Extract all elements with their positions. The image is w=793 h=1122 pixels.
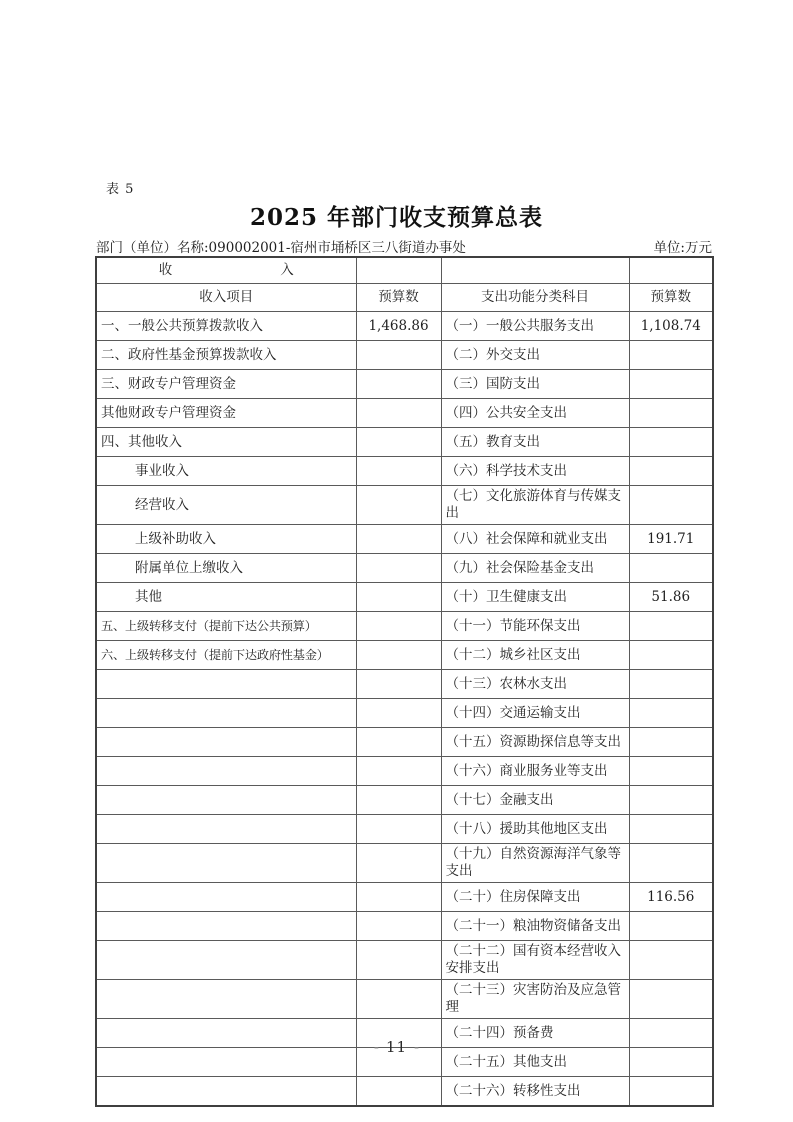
table-row [96,641,713,670]
table-body [96,312,713,1107]
expense-budget-cell [629,428,713,457]
group-header-income-cell: 收 入 [96,257,356,284]
expense-budget-cell [629,786,713,815]
expense-budget-cell [629,1077,713,1107]
expense-budget-cell [629,941,713,980]
page-title: 2025 年部门收支预算总表 [249,204,544,231]
expense-budget-cell [629,844,713,883]
income-item-cell [96,728,356,757]
income-budget-cell [356,757,441,786]
income-budget-cell [356,399,441,428]
page-number [0,1038,793,1056]
income-budget-cell [356,844,441,883]
table-row [96,815,713,844]
income-item-cell: 六、上级转移支付（提前下达政府性基金） [96,641,356,670]
income-item-cell: 其他 [96,583,356,612]
income-item-cell [96,757,356,786]
income-item-cell [96,815,356,844]
table-row [96,757,713,786]
table-row [96,912,713,941]
table-row [96,312,713,341]
income-budget-cell [356,428,441,457]
column-header-income-item: 收入项目 [96,284,356,312]
income-budget-cell [356,641,441,670]
expense-item-cell: （十四）交通运输支出 [441,699,629,728]
group-header-empty-cell [356,257,441,284]
income-item-cell: 附属单位上缴收入 [96,554,356,583]
table-group-header-row [96,257,713,284]
table-row [96,612,713,641]
expense-item-cell: （三）国防支出 [441,370,629,399]
income-budget-cell [356,457,441,486]
table-row [96,980,713,1019]
expense-item-cell: （十）卫生健康支出 [441,583,629,612]
meta-row [96,236,712,256]
income-budget-cell [356,786,441,815]
expense-item-cell: （二十六）转移性支出 [441,1077,629,1107]
expense-budget-cell [629,457,713,486]
income-item-cell [96,912,356,941]
column-header-expense-budget: 预算数 [629,284,713,312]
income-item-cell: 二、政府性基金预算拨款收入 [96,341,356,370]
table-row [96,844,713,883]
income-item-cell: 一、一般公共预算拨款收入 [96,312,356,341]
income-budget-cell [356,980,441,1019]
expense-item-cell: （五）教育支出 [441,428,629,457]
expense-item-cell: （七）文化旅游体育与传媒支出 [441,486,629,525]
expense-item-cell: （九）社会保险基金支出 [441,554,629,583]
table-row [96,583,713,612]
expense-item-cell: （二十二）国有资本经营收入安排支出 [441,941,629,980]
table-row [96,699,713,728]
table-row [96,941,713,980]
budget-summary-table [95,256,714,1107]
expense-item-cell: （四）公共安全支出 [441,399,629,428]
group-header-empty-cell [441,257,629,284]
expense-budget-cell: 1,108.74 [629,312,713,341]
page-number-dash-left: - [373,1038,379,1056]
expense-budget-cell [629,486,713,525]
income-item-cell [96,883,356,912]
expense-item-cell: （六）科学技术支出 [441,457,629,486]
income-item-cell [96,670,356,699]
column-header-expense-category: 支出功能分类科目 [441,284,629,312]
table-row [96,341,713,370]
income-item-cell [96,844,356,883]
income-item-cell: 三、财政专户管理资金 [96,370,356,399]
expense-item-cell: （一）一般公共服务支出 [441,312,629,341]
table-row [96,883,713,912]
expense-item-cell: （十九）自然资源海洋气象等支出 [441,844,629,883]
expense-budget-cell [629,641,713,670]
expense-budget-cell: 191.71 [629,525,713,554]
table-row [96,670,713,699]
department-name-label: 部门（单位）名称:090002001-宿州市埇桥区三八街道办事处 [96,240,466,256]
table-row [96,428,713,457]
expense-item-cell: （二十）住房保障支出 [441,883,629,912]
expense-item-cell: （十八）援助其他地区支出 [441,815,629,844]
income-item-cell: 其他财政专户管理资金 [96,399,356,428]
expense-budget-cell [629,399,713,428]
table-row [96,370,713,399]
expense-item-cell: （二十三）灾害防治及应急管理 [441,980,629,1019]
expense-item-cell: （二十四）预备费 [441,1019,629,1048]
income-budget-cell [356,815,441,844]
income-budget-cell [356,612,441,641]
expense-budget-cell [629,815,713,844]
expense-budget-cell [629,612,713,641]
income-budget-cell [356,912,441,941]
income-item-cell [96,980,356,1019]
table-number-label: 表 5 [106,182,135,197]
expense-item-cell: （十三）农林水支出 [441,670,629,699]
income-budget-cell [356,699,441,728]
table-row [96,525,713,554]
table-row [96,457,713,486]
income-budget-cell [356,728,441,757]
income-item-cell [96,699,356,728]
expense-budget-cell [629,670,713,699]
income-budget-cell [356,1077,441,1107]
page-number-value: 11 [385,1038,408,1056]
income-budget-cell [356,670,441,699]
income-budget-cell [356,941,441,980]
table-row [96,399,713,428]
table-column-header-row [96,284,713,312]
expense-budget-cell [629,699,713,728]
expense-item-cell: （二十一）粮油物资储备支出 [441,912,629,941]
expense-budget-cell [629,980,713,1019]
expense-budget-cell [629,912,713,941]
expense-item-cell: （十五）资源勘探信息等支出 [441,728,629,757]
income-budget-cell [356,554,441,583]
page-number-dash-right: - [414,1038,420,1056]
income-item-cell: 经营收入 [96,486,356,525]
income-budget-cell [356,370,441,399]
group-header-empty-cell [629,257,713,284]
expense-budget-cell [629,341,713,370]
expense-item-cell: （十六）商业服务业等支出 [441,757,629,786]
income-item-cell: 上级补助收入 [96,525,356,554]
income-item-cell: 五、上级转移支付（提前下达公共预算） [96,612,356,641]
table-row [96,1077,713,1107]
expense-item-cell: （十七）金融支出 [441,786,629,815]
column-header-income-budget: 预算数 [356,284,441,312]
income-item-cell: 四、其他收入 [96,428,356,457]
unit-label: 单位:万元 [653,240,712,256]
income-budget-cell [356,525,441,554]
expense-budget-cell [629,554,713,583]
expense-item-cell: （十一）节能环保支出 [441,612,629,641]
income-budget-cell: 1,468.86 [356,312,441,341]
expense-budget-cell: 51.86 [629,583,713,612]
expense-item-cell: （二）外交支出 [441,341,629,370]
income-item-cell [96,941,356,980]
table-row [96,554,713,583]
income-item-cell [96,1077,356,1107]
expense-budget-cell [629,370,713,399]
income-budget-cell [356,583,441,612]
expense-item-cell: （二十五）其他支出 [441,1048,629,1077]
income-item-cell [96,786,356,815]
expense-item-cell: （八）社会保障和就业支出 [441,525,629,554]
income-item-cell: 事业收入 [96,457,356,486]
table-row [96,728,713,757]
table-row [96,486,713,525]
income-budget-cell [356,883,441,912]
income-budget-cell [356,486,441,525]
income-budget-cell [356,341,441,370]
expense-budget-cell [629,757,713,786]
expense-budget-cell: 116.56 [629,883,713,912]
table-row [96,786,713,815]
expense-budget-cell [629,728,713,757]
expense-item-cell: （十二）城乡社区支出 [441,641,629,670]
